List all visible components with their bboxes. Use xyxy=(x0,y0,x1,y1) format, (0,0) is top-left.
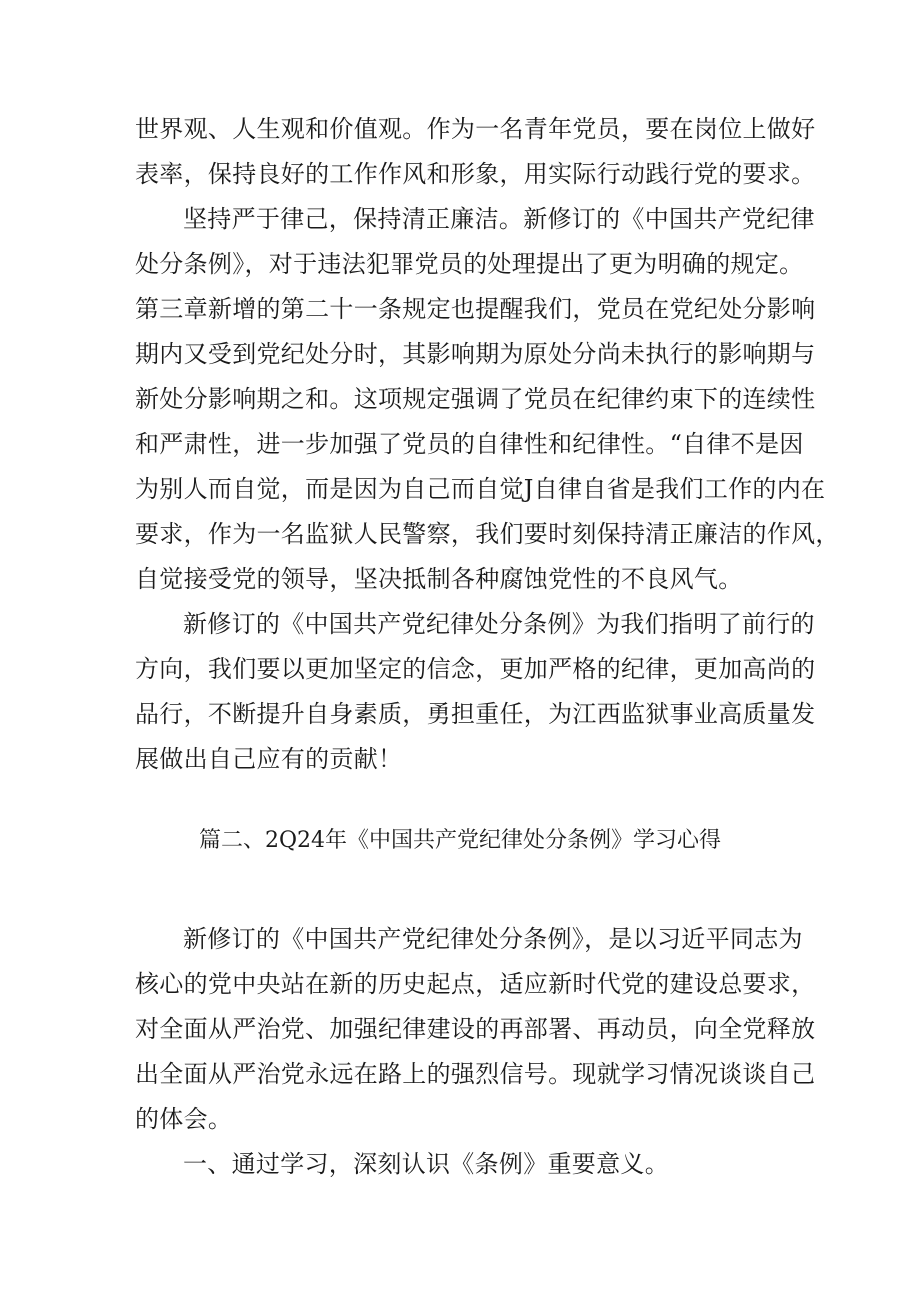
text-line: 核心的党中央站在新的历史起点，适应新时代党的建设总要求， xyxy=(135,970,816,998)
section-heading: 篇二、2Q24年《中国共产党纪律处分条例》学习心得 xyxy=(198,828,722,853)
text-line: 方向，我们要以更加坚定的信念，更加严格的纪律，更加高尚的 xyxy=(135,655,816,683)
text-line: 新修订的《中国共产党纪律处分条例》，是以习近平同志为 xyxy=(183,925,803,953)
text-line: 为别人而自觉，而是因为自己而自觉J自律自省是我们工作的内在 xyxy=(135,475,826,503)
text-line: 一、通过学习，深刻认识《条例》重要意义。 xyxy=(183,1150,669,1178)
text-line: 世界观、人生观和价值观。作为一名青年党员，要在岗位上做好 xyxy=(135,115,816,143)
text-line: 出全面从严治党永远在路上的强烈信号。现就学习情况谈谈自己 xyxy=(135,1060,816,1088)
text-line: 对全面从严治党、加强纪律建设的再部署、再动员，向全党释放 xyxy=(135,1015,816,1043)
text-line: 坚持严于律己，保持清正廉洁。新修订的《中国共产党纪律 xyxy=(183,205,815,233)
text-line: 要求，作为一名监狱人民警察，我们要时刻保持清正廉洁的作风， xyxy=(135,520,840,548)
text-line: 新处分影响期之和。这项规定强调了党员在纪律约束下的连续性 xyxy=(135,385,816,413)
text-line: 第三章新增的第二十一条规定也提醒我们，党员在党纪处分影响 xyxy=(135,295,816,323)
text-line: 和严肃性，进一步加强了党员的自律性和纪律性。“自律不是因 xyxy=(135,430,804,458)
text-line: 品行，不断提升自身素质，勇担重任，为江西监狱事业高质量发 xyxy=(135,700,816,728)
text-line: 的体会。 xyxy=(135,1105,233,1133)
text-line: 展做出自己应有的贡献！ xyxy=(135,745,403,773)
text-line: 新修订的《中国共产党纪律处分条例》为我们指明了前行的 xyxy=(183,610,815,638)
text-line: 处分条例》，对于违法犯罪党员的处理提出了更为明确的规定。 xyxy=(135,250,804,278)
text-line: 表率，保持良好的工作作风和形象，用实际行动践行党的要求。 xyxy=(135,160,816,188)
text-line: 自觉接受党的领导，坚决抵制各种腐蚀党性的不良风气。 xyxy=(135,565,743,593)
text-line: 期内又受到党纪处分时，其影响期为原处分尚未执行的影响期与 xyxy=(135,340,816,368)
